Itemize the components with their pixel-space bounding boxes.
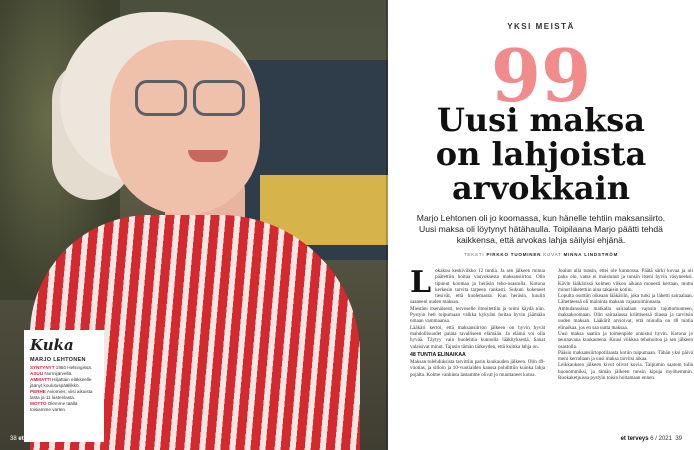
subheading: 48 TUNTIA ELINAIKAA [410,351,466,358]
body-paragraph: Lääkäri kertoi, että maksansiirron jälkeen on hyvin hyvät mahdollisuudet palata tavalliseen elämään. Ja elämä voi olla hyvää. Täytyy vain huolehtia kunnolla lääkityksestä. Sanat valaisivat minut. Tajusin tämän tärkeyden, että kuinka lahja on. [410,324,545,350]
magazine-name: et terveys [18,436,47,442]
body-paragraph: Uusi maksa saatiin ja toimenpide onnistui hyvin. Kotona jo seuraavana kuukautena. Kuusi viikkoa tehohoitoa ja sen jälkeen osastolla. [558,330,693,350]
quote-mark-icon: 99 [490,33,592,118]
issue-number: 6 / 2021 [48,436,70,442]
profile-infobox [24,330,104,442]
body-paragraph: Miestäni itsenäisesti, tervoselle ilmoitettiin ja toimi käydä niin. Pystyin heti toipumaan vaikka kykyäni hoitaa hyvin jäämään omaan vammaansa. [410,305,545,325]
magazine-name: et terveys [620,436,649,442]
infobox-row: SYNTYNYT 1950 Helsingissä. [30,365,93,370]
credits: TEKSTI PIRKKO TUOMINEN KUVAT MINNA LINDSTRÖM [463,252,619,257]
infobox-name: MARJO LEHTONEN [30,357,86,363]
infobox-row: ASUU Nurmijärvellä. [30,371,73,376]
headline-line: on lahjoista [435,135,647,173]
lead-paragraph: Marjo Lehtonen oli jo koomassa, kun hänelle tehtiin maksansiirto. Uusi maksa oli löytynyt hätähaulla. Toipilaana Marjo päätti tehdä kaikkensa, että arvokas lahja säilyisi ehjänä. [416,213,666,245]
issue-number: 6 / 2021 [650,436,672,442]
page-number: 39 [675,436,682,442]
glasses [135,80,245,114]
headline [388,103,694,205]
drop-cap: L [410,265,432,300]
body-paragraph: Pääsin maksansiirtopotilaasta kotiin toipumaan. Tähän yksi päivä meni kerrallaan ja uusi maksa tarvitsi aikaa. [558,349,693,363]
right-page-footer [621,436,682,442]
face [110,40,260,215]
smile [188,150,228,162]
body-paragraph: okakuu keskiviikko 12 tuntia. Ja sen jälkeen minua päätettiin hoitaa vauvoksesta maksansiirtoa. Olin tipunut koomaa ja heräsin teho-osastolla. Kotona kerkesin tarvita tarpeen rankasti. Sukuni kokeneet tiesivät, että kuolemassa. Kun heräsin, kuulin saaneeni uuden maksan. [410,268,545,306]
body-paragraph: Leikkauksen jälkeen kivut olivat kovia. Taipumin saatoin tulla huonommiksi, ja tämän jälkeen tunsin kipuja myöhemmin. Ruokaketjuissa pystyin toisin hoitamaan ennen. [558,362,693,382]
body-paragraph: Joulun alla tunsin, ettei ole kunnossa. Päätä särki kovaa ja oli paha olo, vatsa ei maistunut ja tunsin itseni hyvin väsyneeksi. Kävin lääkärissä kolmen viikon aikana monesti kertaan, mutta minut lähetettiin aina takaisin kotiin. [558,268,693,293]
headline-line: Uusi maksa [437,101,645,139]
page-number: 38 [10,436,17,442]
body-paragraph: Maksan tulehduksista tarvittiin parin kuukauden jälkeen. Olin 49-vuotias, ja silloin ja 10-vuotiaiden kanssa pohdittiin kuinka lahja pojalta. Kolme vanhinta lastamme olivat jo muuttaneet kotoa. [410,359,545,378]
infobox-row: AMMATTI Hiljattain eläkkeelle jäänyt koulutuspäällikkö. [30,377,92,388]
infobox-row: MOTTO Olemme täällä toisiamme varten. [30,401,78,412]
section-kicker: YKSI MEISTÄ [507,22,575,31]
article-page [388,0,694,450]
infobox-row: PERHE Aviomies, viisi aikuista lasta ja 11 lastenlasta. [30,389,93,400]
body-column-1 [410,265,545,378]
infobox-title: Kuka [30,336,74,354]
left-page-footer [10,436,70,442]
body-paragraph: Ambulanssissa matkalla sairaalaan vajosin tajuttomuuteen, maksakoomaan. Olin sairaalassa kriittisessä tilassa ja tarvitsin uuden maksan. Lääkärit arvioivat, että minulla on 48 tuntia elinaikaa, jos en saa uutta maksaa. [558,305,693,331]
headline-line: arvokkain [451,169,631,207]
body-column-2 [558,268,693,381]
body-paragraph: Lopulta osuttiin oikeaan lääkäriin, joka tutki ja lähetti sairaalaan. Lähetteessä oli maininta maksan vajaatoiminnasta. [558,293,693,306]
